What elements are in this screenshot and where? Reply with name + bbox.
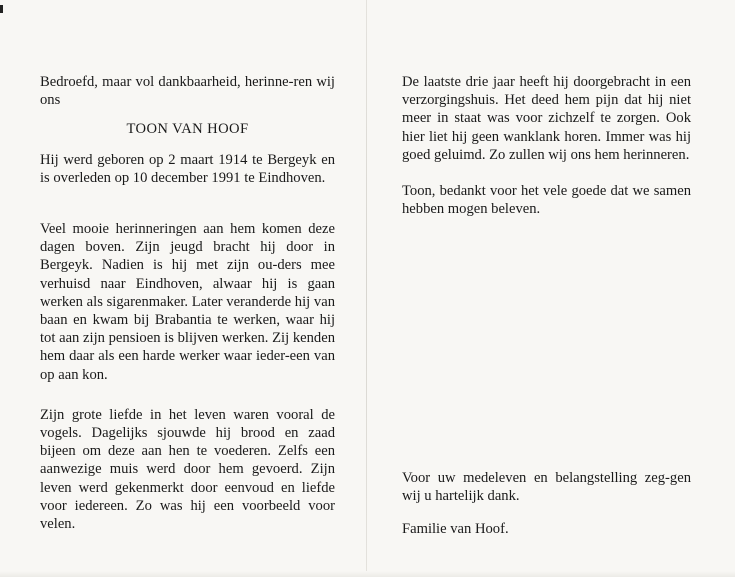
spacer [402,505,691,520]
birth-death-text: Hij werd geboren op 2 maart 1914 te Bergeyk en is overleden op 10 december 1991 te Eindhoven. [40,151,335,186]
thanks-text: Voor uw medeleven en belangstelling zeg-gen wij u hartelijk dank. [402,470,691,505]
opening-text: Bedroefd, maar vol dankbaarheid, herinne-ren wij ons [40,74,335,109]
deceased-name: TOON VAN HOOF [126,121,249,138]
spacer [40,187,335,220]
memories-paragraph: Veel mooie herinneringen aan hem komen deze dagen boven. Zijn jeugd bracht hij door in Bergeyk. Nadien is hij met zijn ou-ders mee verhuisd naar Eindhoven, alwaar hij is gaan werken als sigarenmaker. Later veranderde hij van baan en kwam bij Brabantia te werken, waar hij tot aan zijn pensioen is blijven werken. Zij kenden hem daar als een harde werker waar ieder-een van op aan kon. [40,221,335,383]
left-page [40,73,335,533]
spacer [402,164,691,182]
card-bottom-edge [0,571,735,577]
thanks-block [402,469,691,539]
right-page [402,73,691,218]
corner-mark [0,5,3,13]
last-years-paragraph: De laatste drie jaar heeft hij doorgebracht in een verzorgingshuis. Het deed hem pijn dat hij niet meer in staat was voor zichzelf te zorgen. Ook hier liet hij geen wanklank horen. Immer was hij goed geluimd. Zo zullen wij ons hem herinneren. [402,74,691,163]
love-paragraph: Zijn grote liefde in het leven waren vooral de vogels. Dagelijks sjouwde hij brood en zaad bijeen om deze aan hen te voederen. Zelfs een aanwezige muis werd door hem gevoerd. Zijn leven werd gekenmerkt door eenvoud en liefde voor iedereen. Zo was hij een voorbeeld voor velen. [40,406,335,533]
center-fold [366,0,367,577]
spacer [40,384,335,406]
family-signature: Familie van Hoof. [402,521,509,538]
farewell-paragraph: Toon, bedankt voor het vele goede dat we samen hebben mogen beleven. [402,183,691,218]
